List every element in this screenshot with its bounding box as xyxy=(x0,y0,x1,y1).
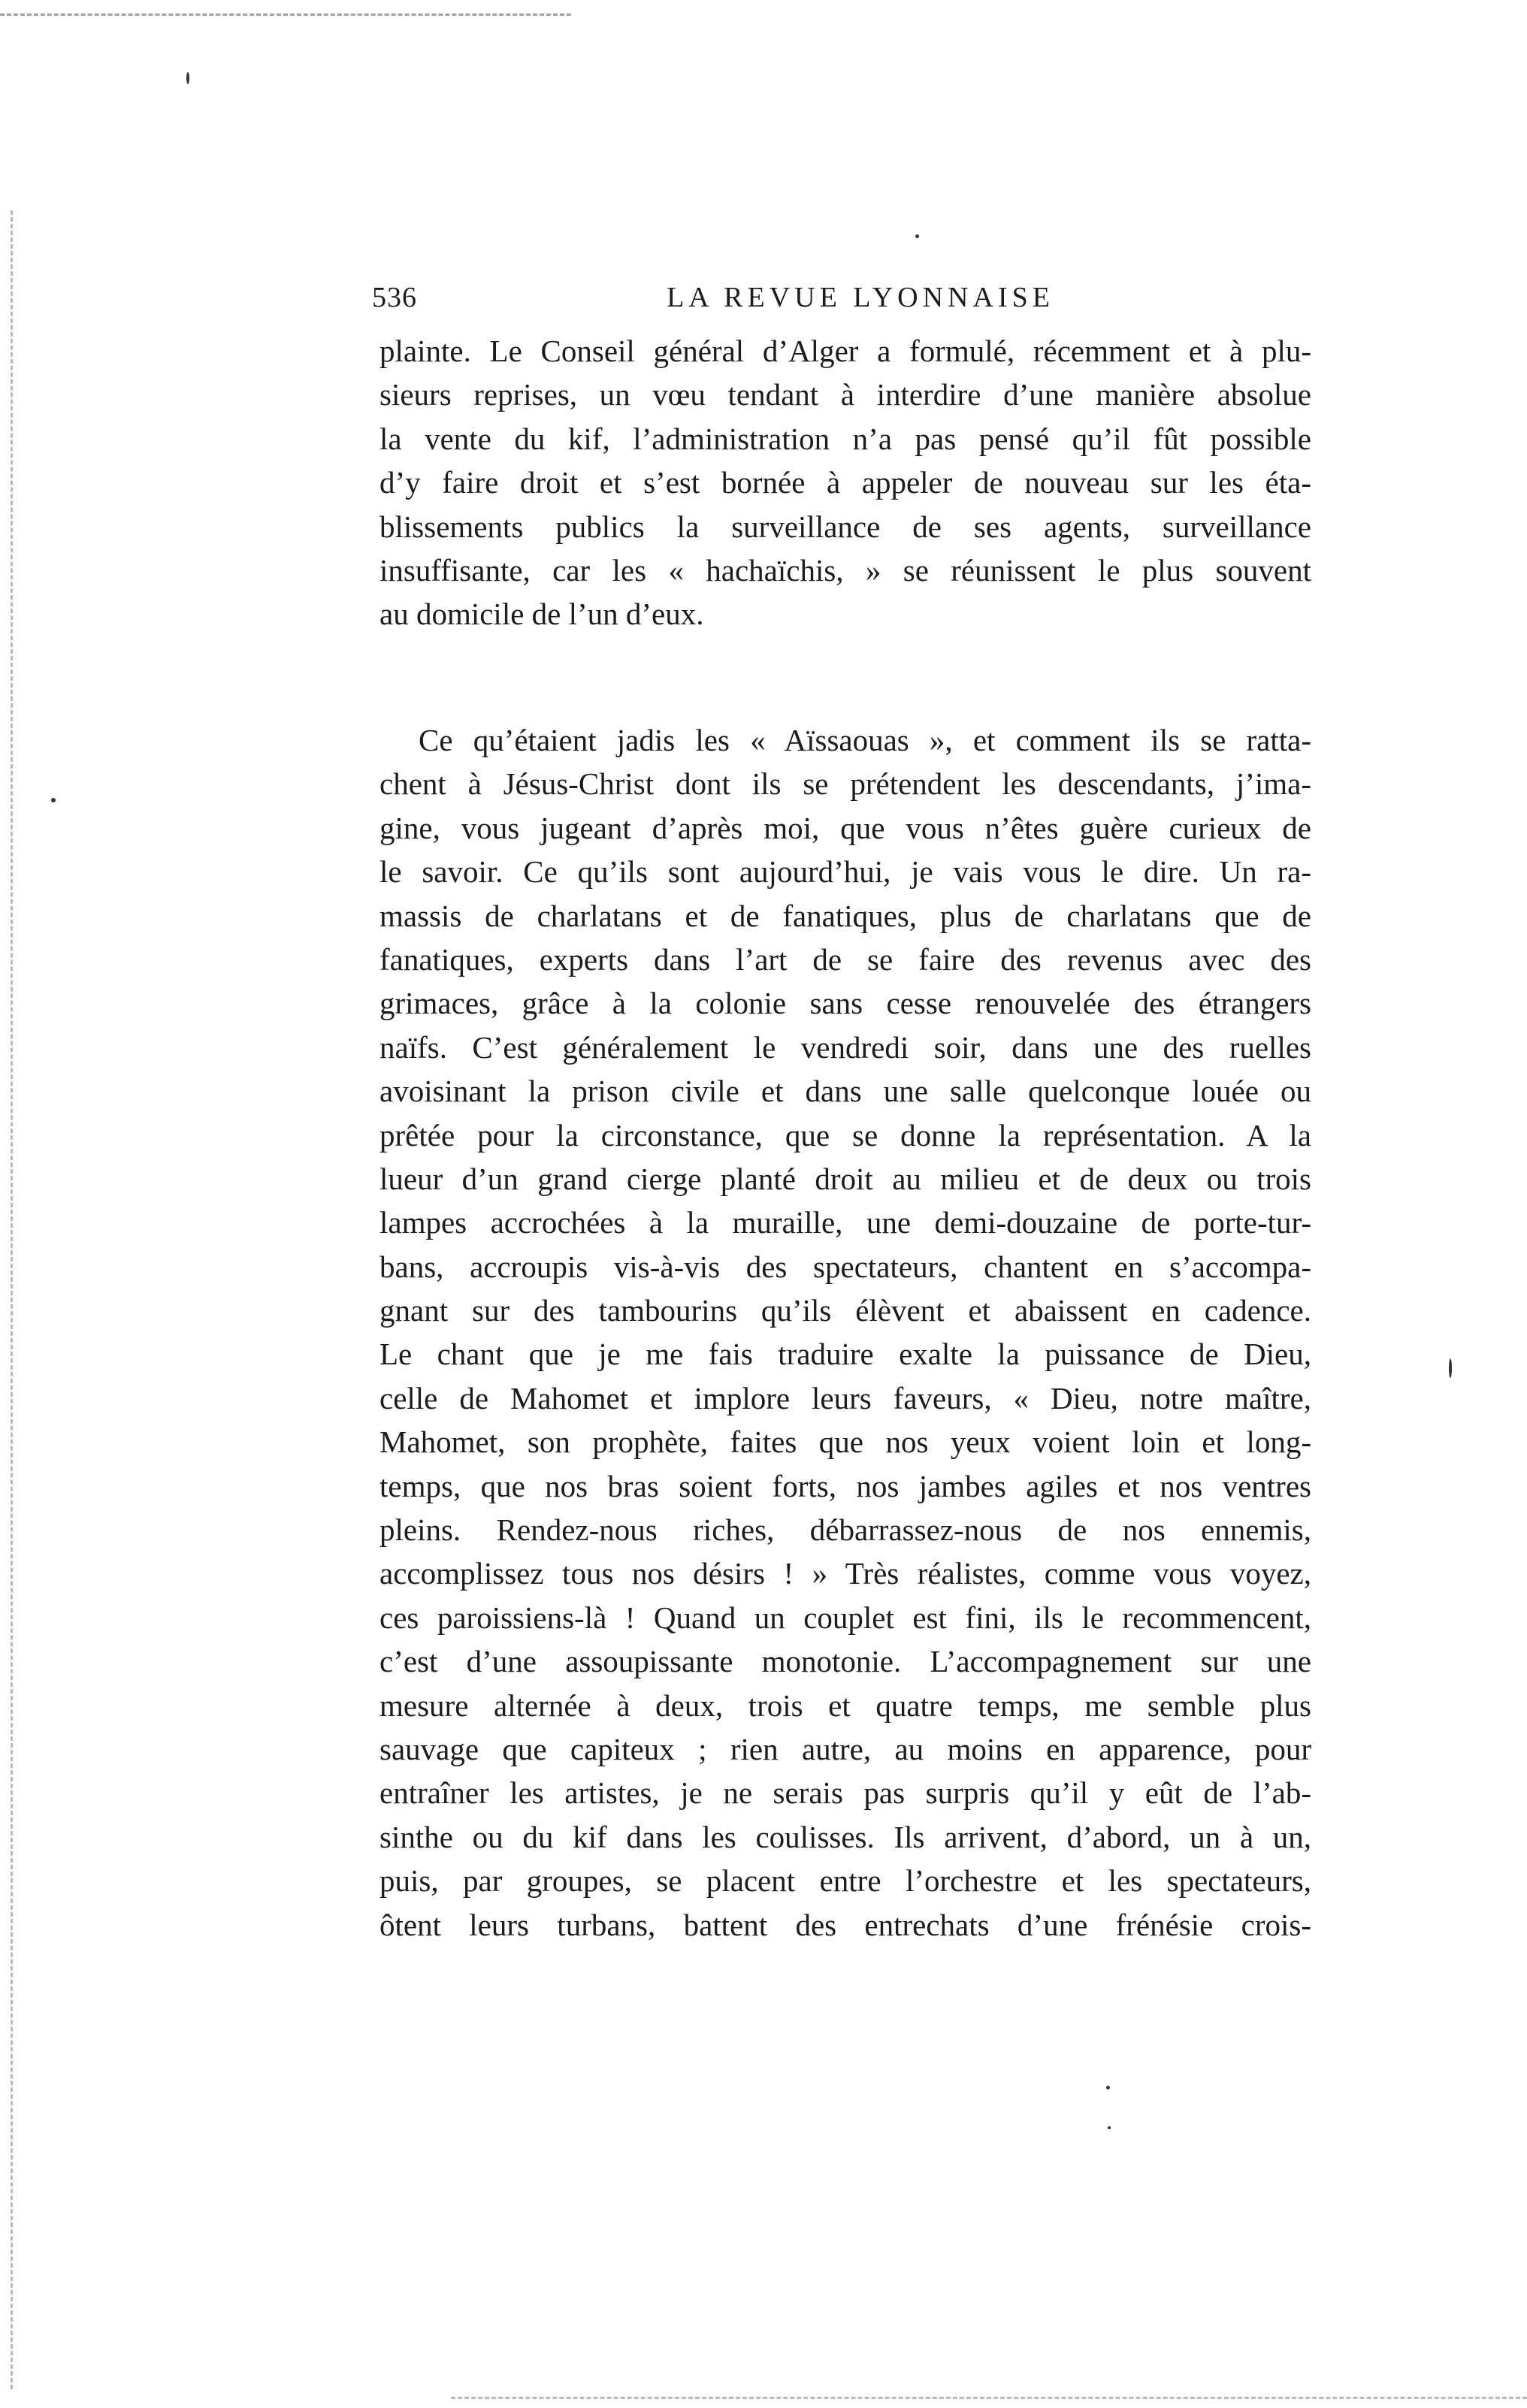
text-line: grimaces, grâce à la colonie sans cesse renouvelée des étrangers xyxy=(379,986,1311,1021)
text-line: gine, vous jugeant d’après moi, que vous n’êtes guère curieux de xyxy=(379,810,1311,845)
text-line: gnant sur des tambourins qu’ils élèvent et abaissent en cadence. xyxy=(379,1293,1311,1328)
text-line: sieurs reprises, un vœu tendant à interdire d’une manière absolue xyxy=(379,377,1311,412)
scan-edge-top xyxy=(0,14,571,16)
text-line: entraîner les artistes, je ne serais pas surpris qu’il y eût de l’ab- xyxy=(379,1775,1311,1811)
text-line: celle de Mahomet et implore leurs faveurs, « Dieu, notre maître, xyxy=(379,1380,1311,1415)
scan-speck xyxy=(51,798,56,802)
text-line: temps, que nos bras soient forts, nos jambes agiles et nos ventres xyxy=(379,1468,1311,1503)
text-line: lueur d’un grand cierge planté droit au milieu et de deux ou trois xyxy=(379,1161,1311,1196)
paragraph-1 xyxy=(379,329,1311,636)
text-line: lampes accrochées à la muraille, une demi-douzaine de porte-tur- xyxy=(379,1205,1311,1240)
text-line: blissements publics la surveillance de ses agents, surveillance xyxy=(379,509,1311,544)
text-line: mesure alternée à deux, trois et quatre temps, me semble plus xyxy=(379,1687,1311,1723)
text-line: sauvage que capiteux ; rien autre, au moins en apparence, pour xyxy=(379,1731,1311,1766)
text-line: prêtée pour la circonstance, que se donne la représentation. A la xyxy=(379,1117,1311,1153)
text-line: avoisinant la prison civile et dans une salle quelconque louée ou xyxy=(379,1074,1311,1109)
text-line: la vente du kif, l’administration n’a pas pensé qu’il fût possible xyxy=(379,421,1311,456)
text-line: ôtent leurs turbans, battent des entrechats d’une frénésie crois- xyxy=(379,1907,1311,1942)
page-number: 536 xyxy=(372,282,417,313)
scan-speck xyxy=(1449,1358,1452,1378)
text-line: insuffisante, car les « hachaïchis, » se réunissent le plus souvent xyxy=(379,552,1311,588)
scan-speck xyxy=(1108,2126,1111,2129)
scan-speck xyxy=(915,234,919,238)
text-line: Ce qu’étaient jadis les « Aïssaouas », et comment ils se ratta- xyxy=(419,723,1311,757)
text-line: fanatiques, experts dans l’art de se faire des revenus avec des xyxy=(379,941,1311,977)
running-title: LA REVUE LYONNAISE xyxy=(667,282,1054,313)
text-line: naïfs. C’est généralement le vendredi soir, dans une des ruelles xyxy=(379,1029,1311,1065)
text-line: ces paroissiens-là ! Quand un couplet est fini, ils le recommencent, xyxy=(379,1600,1311,1635)
text-line: au domicile de l’un d’eux. xyxy=(379,597,704,632)
text-line: c’est d’une assoupissante monotonie. L’accompagnement sur une xyxy=(379,1644,1311,1679)
text-line: accomplissez tous nos désirs ! » Très réalistes, comme vous voyez, xyxy=(379,1556,1311,1591)
scan-edge-left xyxy=(11,210,13,2389)
text-line: Le chant que je me fais traduire exalte la puissance de Dieu, xyxy=(379,1337,1311,1372)
text-line: Mahomet, son prophète, faites que nos yeux voient loin et long- xyxy=(379,1425,1311,1460)
scan-speck xyxy=(186,72,189,84)
text-line: d’y faire droit et s’est bornée à appeler de nouveau sur les éta- xyxy=(379,465,1311,500)
text-line: massis de charlatans et de fanatiques, plus de charlatans que de xyxy=(379,898,1311,933)
text-line: puis, par groupes, se placent entre l’orchestre et les spectateurs, xyxy=(379,1863,1311,1899)
text-line: sinthe ou du kif dans les coulisses. Ils arrivent, d’abord, un à un, xyxy=(379,1819,1311,1854)
page-header xyxy=(372,281,1319,326)
paragraph-2 xyxy=(379,718,1311,1947)
text-line: plainte. Le Conseil général d’Alger a formulé, récemment et à plu- xyxy=(379,334,1311,368)
text-line: bans, accroupis vis-à-vis des spectateurs, chantent en s’accompa- xyxy=(379,1249,1311,1284)
scan-speck xyxy=(1106,2086,1110,2089)
text-line: pleins. Rendez-nous riches, débarrassez-nous de nos ennemis, xyxy=(379,1512,1311,1548)
scan-edge-bottom xyxy=(451,2397,1527,2399)
text-line: le savoir. Ce qu’ils sont aujourd’hui, je vais vous le dire. Un ra- xyxy=(379,854,1311,890)
text-line: chent à Jésus-Christ dont ils se prétendent les descendants, j’ima- xyxy=(379,766,1311,802)
